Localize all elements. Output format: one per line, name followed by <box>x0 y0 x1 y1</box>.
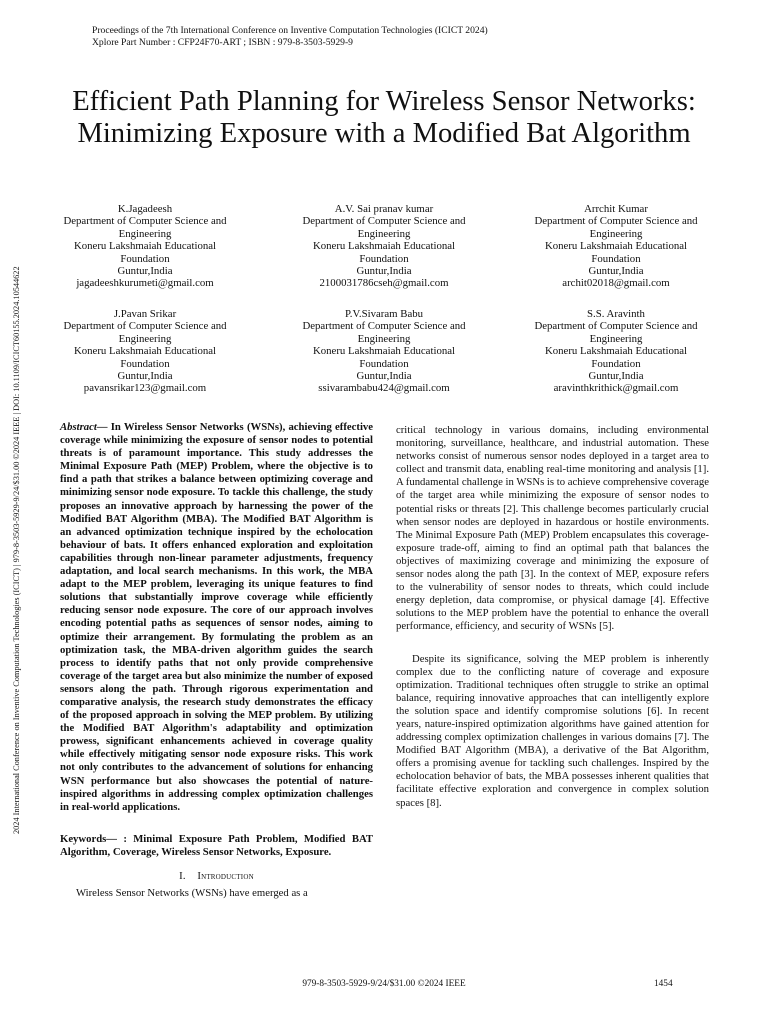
author-institution: Foundation <box>120 252 170 265</box>
author-email: ssivarambabu424@gmail.com <box>318 382 450 395</box>
author-institution: Koneru Lakshmaiah Educational <box>73 345 217 358</box>
author-dept: Department of Computer Science and <box>302 215 466 228</box>
author-block <box>50 308 240 395</box>
intro-paragraph-start: Wireless Sensor Networks (WSNs) have emerged as a <box>76 887 308 900</box>
author-dept: Engineering <box>589 227 643 240</box>
author-institution: Foundation <box>359 357 409 370</box>
author-block <box>521 203 711 290</box>
author-location: Guntur,India <box>117 370 173 383</box>
author-dept: Department of Computer Science and <box>302 320 466 333</box>
author-dept: Engineering <box>357 227 411 240</box>
author-location: Guntur,India <box>356 370 412 383</box>
author-name: A.V. Sai pranav kumar <box>334 203 434 215</box>
author-dept: Engineering <box>118 227 172 240</box>
author-location: Guntur,India <box>117 265 173 278</box>
author-institution: Koneru Lakshmaiah Educational <box>312 240 456 253</box>
author-dept: Engineering <box>357 332 411 345</box>
author-institution: Koneru Lakshmaiah Educational <box>544 240 688 253</box>
author-name: J.Pavan Srikar <box>113 308 177 320</box>
author-email: aravinthkrithick@gmail.com <box>553 382 679 395</box>
part-number-line: Xplore Part Number : CFP24F70-ART ; ISBN : 979-8-3503-5929-9 <box>92 37 353 48</box>
author-institution: Foundation <box>591 252 641 265</box>
side-citation-strip: 2024 International Conference on Inventive Computation Technologies (ICICT) | 979-8-3503-5929-9/24/$31.00 ©2024 IEEE | DOI: 10.1109/ICICT60155.2024.10544622 <box>12 266 21 834</box>
author-name: S.S. Aravinth <box>587 308 645 320</box>
author-email: jagadeeshkurumeti@gmail.com <box>76 277 214 290</box>
author-name: Arrchit Kumar <box>584 203 648 215</box>
author-block <box>289 203 479 290</box>
author-name: K.Jagadeesh <box>117 203 173 215</box>
author-email: 2100031786cseh@gmail.com <box>319 277 449 290</box>
author-dept: Engineering <box>589 332 643 345</box>
author-block <box>50 203 240 290</box>
author-location: Guntur,India <box>588 370 644 383</box>
abstract <box>60 421 373 814</box>
abstract-label: Abstract— <box>60 421 108 433</box>
footer-copyright: 979-8-3503-5929-9/24/$31.00 ©2024 IEEE <box>302 979 466 989</box>
paper-title: Efficient Path Planning for Wireless Sensor Networks: Minimizing Exposure with a Modified Bat Algorithm <box>72 86 696 149</box>
page-number: 1454 <box>654 979 673 989</box>
proceedings-line: Proceedings of the 7th International Conference on Inventive Computation Technologies (ICICT 2024) <box>92 25 488 36</box>
author-institution: Foundation <box>359 252 409 265</box>
intro-paragraph-continued: critical technology in various domains, including environmental monitoring, surveillance, healthcare, and industrial automation. These networks consist of numerous sensor nodes deployed in a target area to collect and transmit data, enabling real-time monitoring and analysis [1]. A fundamental challenge in WSNs is to achieve comprehensive coverage of the target area while minimizing the exposure of sensor nodes to potential risks or threats [2]. This challenge becomes particularly crucial when sensor nodes are deployed in hazardous or hostile environments. The Minimal Exposure Path (MEP) Problem encapsulates this coverage-exposure trade-off, aiming to find an optimal path that balances the objectives of maximizing coverage and minimizing the exposure of sensor nodes along the path [3]. In the context of MEP, exposure refers to the vulnerability of sensor nodes to threats, which could include energy depletion, data compromise, or physical damage [4]. Effective solutions to the MEP problem have the potential to enhance the overall performance, efficiency, and security of WSNs [5]. <box>396 424 709 633</box>
author-institution: Foundation <box>120 357 170 370</box>
author-location: Guntur,India <box>588 265 644 278</box>
author-dept: Engineering <box>118 332 172 345</box>
section-number: I. <box>179 870 186 882</box>
author-institution: Foundation <box>591 357 641 370</box>
author-location: Guntur,India <box>356 265 412 278</box>
author-dept: Department of Computer Science and <box>63 215 227 228</box>
section-heading <box>60 870 373 883</box>
section-title: Introduction <box>197 870 254 882</box>
author-email: pavansrikar123@gmail.com <box>83 382 207 395</box>
author-dept: Department of Computer Science and <box>63 320 227 333</box>
intro-paragraph-2: Despite its significance, solving the MEP problem is inherently complex due to the conflicting nature of coverage and exposure optimization. Traditional techniques often struggle to strike an optimal balance, requiring innovative approaches that can intelligently explore the solution space and identify compromise solutions [6]. In recent years, nature-inspired optimization algorithms have gained attention for addressing complex optimization challenges in various domains [7]. The Modified BAT Algorithm (MBA), a derivative of the Bat Algorithm, offers a promising avenue for tackling such challenges. Inspired by the echolocation behavior of bats, the MBA possesses inherent qualities that facilitate effective exploration and convergence in complex solution spaces [8]. <box>396 652 709 809</box>
author-email: archit02018@gmail.com <box>562 277 670 290</box>
author-dept: Department of Computer Science and <box>534 215 698 228</box>
left-column <box>60 421 373 900</box>
author-block <box>521 308 711 395</box>
keywords: Keywords— : Minimal Exposure Path Problem, Modified BAT Algorithm, Coverage, Wireless Sensor Networks, Exposure. <box>60 832 373 858</box>
author-institution: Koneru Lakshmaiah Educational <box>312 345 456 358</box>
author-institution: Koneru Lakshmaiah Educational <box>544 345 688 358</box>
author-dept: Department of Computer Science and <box>534 320 698 333</box>
right-column <box>396 424 709 810</box>
author-name: P.V.Sivaram Babu <box>344 308 424 320</box>
abstract-text: In Wireless Sensor Networks (WSNs), achieving effective coverage while minimizing the exposure of sensor nodes to potential threats is of paramount importance. This study addresses the Minimal Exposure Path (MEP) Problem, where the objective is to find a path that strikes a balance between optimizing coverage and minimizing sensor node exposure. To tackle this challenge, the study proposes an innovative approach by harnessing the power of the Modified BAT Algorithm (MBA). The Modified BAT Algorithm is an advanced optimization technique inspired by the echolocation behaviour of bats. It offers enhanced exploration and exploitation capabilities through non-linear parameter adjustments, frequency adaptation, and local search mechanisms. In this work, the MBA adapt to the MEP problem, leveraging its unique features to find solutions that substantially improve coverage while efficiently reducing sensor node exposure. The core of our approach involves encoding potential paths as sequences of sensor nodes, aiming to optimize their arrangement. By formulating the problem as an optimization task, the MBA-driven algorithm guides the search process to identify paths that not only provide comprehensive coverage of the target area but also minimize the number of exposed sensors along the path. Through rigorous experimentation and comparative analysis, the research study demonstrates the efficacy of the proposed approach in solving the MEP problem. By utilizing the Modified BAT Algorithm's adaptability and optimization prowess, significant enhancements achieved in coverage quality while effectively mitigating sensor node exposure risks. This work not only contributes to the advancement of solutions for enhancing WSN performance but also showcases the potential of nature-inspired algorithms in addressing complex optimization challenges in real-world applications. <box>60 421 373 813</box>
author-block <box>289 308 479 395</box>
author-institution: Koneru Lakshmaiah Educational <box>73 240 217 253</box>
proceedings-header <box>92 25 488 49</box>
